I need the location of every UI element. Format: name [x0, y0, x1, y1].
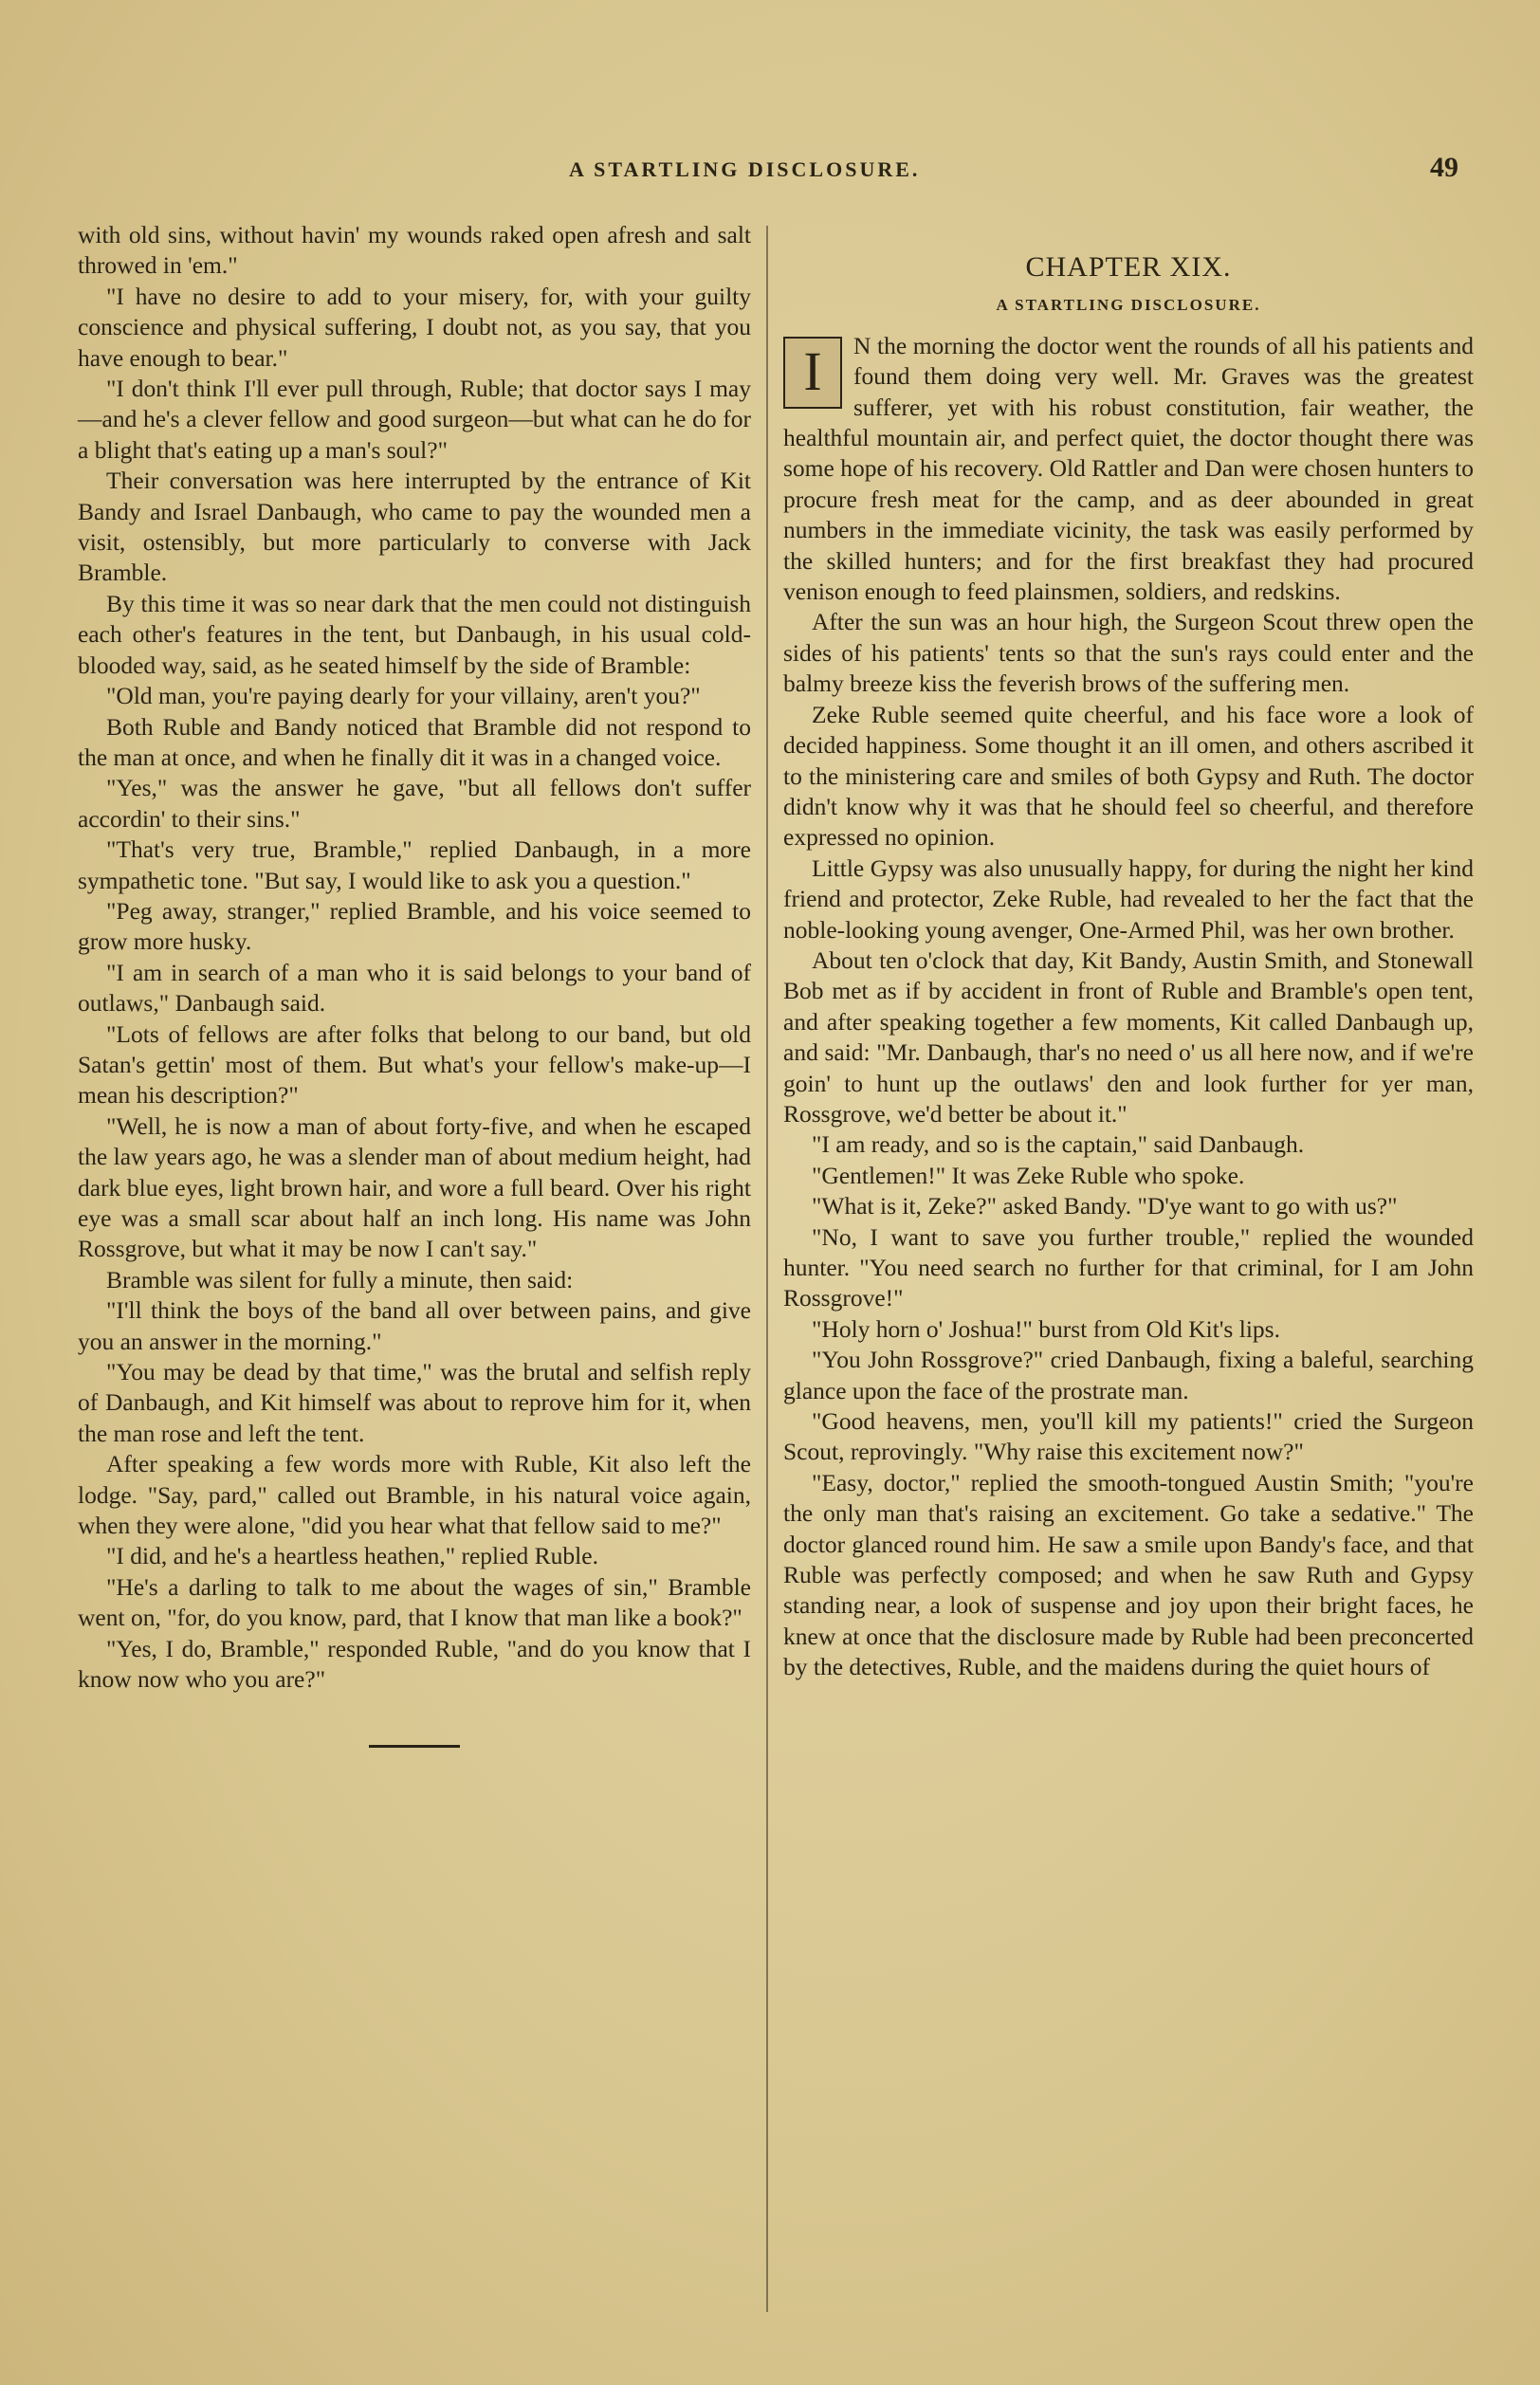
paragraph: "Yes, I do, Bramble," responded Ruble, "and do you know that I know now who you are?"	[78, 1634, 751, 1694]
chapter-heading: CHAPTER XIX.	[1025, 251, 1232, 283]
paragraph: "Yes," was the answer he gave, "but all fellows don't suffer accordin' to their sins."	[78, 774, 751, 833]
paragraph: "He's a darling to talk to me about the wages of sin," Bramble went on, "for, do you know, pard, that I know that man like a book?"	[78, 1572, 751, 1632]
paragraph: After the sun was an hour high, the Surgeon Scout threw open the sides of his patients' tents so that the sun's rays could enter and the balmy breeze kiss the feverish brows of the suffering men.	[783, 608, 1474, 698]
paragraph: "Good heavens, men, you'll kill my patients!" cried the Surgeon Scout, reprovingly. "Why raise this excitement now?"	[783, 1407, 1474, 1466]
opening-text: N the morning the doctor went the rounds of all his patients and found them doing very well. Mr. Graves was the greatest sufferer, yet with his robust constitution, fair weather, the healthful mountain air, and perfect quiet, the doctor thought there was some hope of his recovery. Old Rattler and Dan were chosen hunters to procure fresh meat for the camp, and as deer abounded in great numbers in the immediate vicinity, the task was easily performed by the skilled hunters; and for the first breakfast they had procured venison enough to feed plainsmen, soldiers, and redskins.	[783, 331, 1474, 606]
paragraph: Their conversation was here interrupted by the entrance of Kit Bandy and Israel Danbaugh, who came to pay the wounded men a visit, ostensibly, but more particularly to converse with Jack Bramble.	[78, 467, 751, 587]
running-head	[0, 152, 1540, 190]
column-divider	[766, 226, 768, 2312]
paragraph: "You John Rossgrove?" cried Danbaugh, fixing a baleful, searching glance upon the face of the prostrate man.	[783, 1346, 1474, 1404]
paragraph: "Holy horn o' Joshua!" burst from Old Kit's lips.	[812, 1314, 1280, 1343]
paragraph: Both Ruble and Bandy noticed that Bramble did not respond to the man at once, and when he finally dit it was in a changed voice.	[78, 712, 751, 771]
paragraph: "Peg away, stranger," replied Bramble, and his voice seemed to grow more husky.	[78, 896, 751, 956]
paragraph: "Lots of fellows are after folks that belong to our band, but old Satan's gettin' most of them. But what's your fellow's make-up—I mean his description?"	[78, 1019, 751, 1110]
running-title: A STARTLING DISCLOSURE.	[569, 157, 921, 181]
paragraph: About ten o'clock that day, Kit Bandy, Austin Smith, and Stonewall Bob met as if by accident in front of Ruble and Bramble's open tent, and after speaking together a few moments, Kit called Danbaugh up, and said: "Mr. Danbaugh, thar's no need o' us all here now, and if we're goin' to hunt up the outlaws' den and look further for yer man, Rossgrove, we'd better be about it."	[783, 945, 1474, 1128]
paragraph: "I'll think the boys of the band all over between pains, and give you an answer in the morning."	[78, 1296, 751, 1355]
section-end-rule	[369, 1745, 460, 1748]
paragraph: Little Gypsy was also unusually happy, for during the night her kind friend and protector, Zeke Ruble, had revealed to her the fact that the noble-looking young avenger, One-Armed Phil, was her own brother.	[783, 853, 1474, 944]
paragraph: "Gentlemen!" It was Zeke Ruble who spoke.	[812, 1161, 1245, 1189]
paragraph: By this time it was so near dark that the men could not distinguish each other's features in the tent, but Danbaugh, in his usual cold-blooded way, said, as he seated himself by the side of Bramble:	[78, 589, 751, 679]
paragraph: "I don't think I'll ever pull through, Ruble; that doctor says I may—and he's a clever fellow and good surgeon—but what can he do for a blight that's eating up a man's soul?"	[78, 375, 751, 464]
paragraph: "Old man, you're paying dearly for your villainy, aren't you?"	[106, 682, 701, 710]
right-column	[783, 220, 1474, 1683]
right-paragraphs	[783, 607, 1474, 1682]
paragraph: "I have no desire to add to your misery, for, with your guilty conscience and physical suffering, I doubt not, as you say, that you have enough to bear."	[78, 282, 751, 372]
paragraph: "I did, and he's a heartless heathen," replied Ruble.	[106, 1542, 598, 1570]
paragraph: "Easy, doctor," replied the smooth-tongued Austin Smith; "you're the only man that's raising an excitement. Go take a sedative." The doctor glanced round him. He saw a smile upon Bandy's face, and that Ruble was perfectly composed; and when he saw Ruth and Gypsy standing near, a look of suspense and joy upon their bright faces, he knew at once that the disclosure made by Ruble had been preconcerted by the detectives, Ruble, and the maidens during the quiet hours of	[783, 1468, 1474, 1681]
paragraph: "I am ready, and so is the captain," said Danbaugh.	[812, 1130, 1305, 1159]
opening-paragraph	[783, 331, 1474, 608]
drop-cap: I	[783, 337, 842, 409]
left-column	[78, 220, 751, 1748]
paragraph: Zeke Ruble seemed quite cheerful, and his face wore a look of decided happiness. Some thought it an ill omen, and others ascribed it to the ministering care and smiles of both Gypsy and Ruth. The doctor didn't know why it was that he should feel so cheerful, and therefore expressed no opinion.	[783, 700, 1474, 852]
paragraph: Bramble was silent for fully a minute, then said:	[106, 1265, 574, 1293]
page-number: 49	[1430, 152, 1458, 183]
paragraph: "No, I want to save you further trouble," replied the wounded hunter. "You need search no further for that criminal, for I am John Rossgrove!"	[783, 1222, 1474, 1312]
paragraph: "What is it, Zeke?" asked Bandy. "D'ye want to go with us?"	[812, 1192, 1398, 1220]
paragraph: "That's very true, Bramble," replied Danbaugh, in a more sympathetic tone. "But say, I would like to ask you a question."	[78, 835, 751, 894]
chapter-subtitle: A STARTLING DISCLOSURE.	[996, 296, 1261, 315]
paragraph: "You may be dead by that time," was the brutal and selfish reply of Danbaugh, and Kit himself was about to reprove him for it, when the man rose and left the tent.	[78, 1358, 751, 1447]
paragraph: After speaking a few words more with Ruble, Kit also left the lodge. "Say, pard," called out Bramble, in his natural voice again, when they were alone, "did you hear what that fellow said to me?"	[78, 1450, 751, 1540]
paragraph: "Well, he is now a man of about forty-five, and when he escaped the law years ago, he was a slender man of about medium height, had dark blue eyes, light brown hair, and wore a full beard. Over his right eye was a small scar about half an inch long. His name was John Rossgrove, but what it may be now I can't say."	[78, 1111, 751, 1263]
paragraph: "I am in search of a man who it is said belongs to your band of outlaws," Danbaugh said.	[78, 958, 751, 1018]
paragraph: with old sins, without havin' my wounds raked open afresh and salt throwed in 'em."	[78, 221, 751, 280]
